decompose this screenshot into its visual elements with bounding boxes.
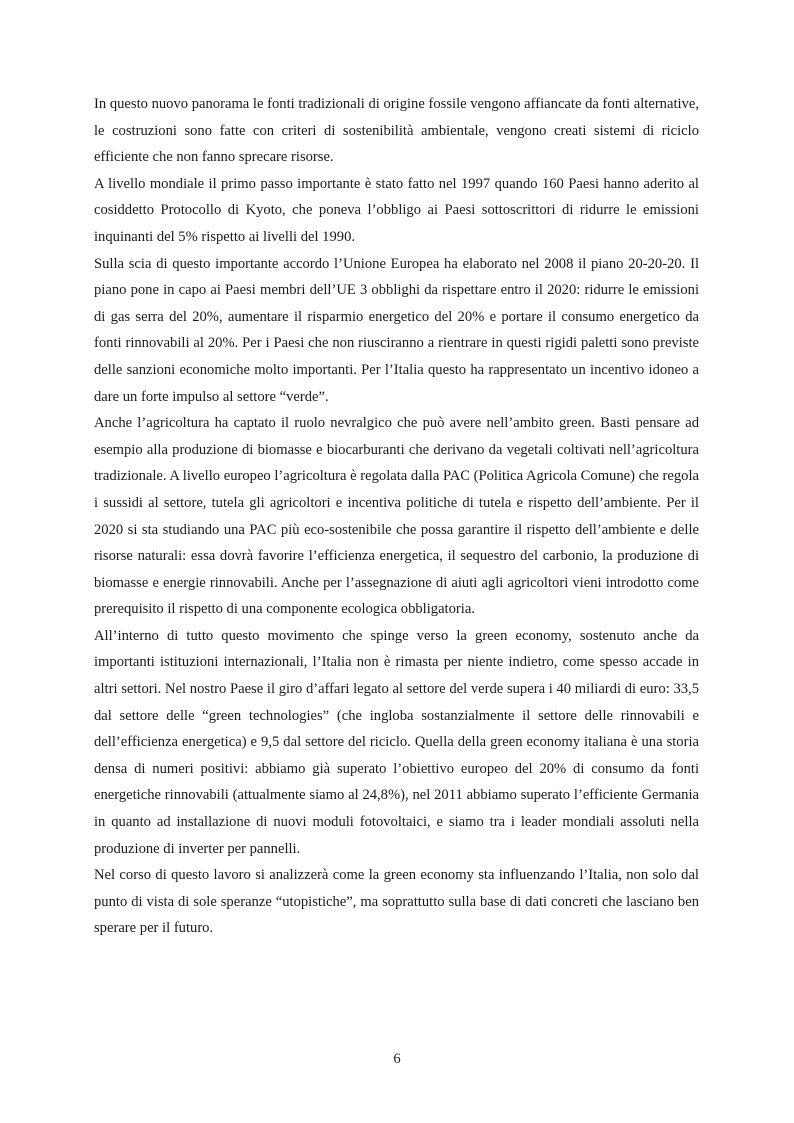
paragraph-2: A livello mondiale il primo passo importante è stato fatto nel 1997 quando 160 Paesi hanno aderito al cosiddetto Protocollo di Kyoto, che poneva l’obbligo ai Paesi sottoscrittori di ridurre le emissioni inquinanti del 5% rispetto ai livelli del 1990. (94, 175, 699, 245)
paragraph-6: Nel corso di questo lavoro si analizzerà come la green economy sta influenzando l’Italia, non solo dal punto di vista di sole speranze “utopistiche”, ma soprattutto sulla base di dati concreti che lasciano ben sperare per il futuro. (94, 867, 699, 937)
paragraph-5: All’interno di tutto questo movimento che spinge verso la green economy, sostenuto anche da importanti istituzioni internazionali, l’Italia non è rimasta per niente indietro, come spesso accade in altri settori. Nel nostro Paese il giro d’affari legato al settore del verde supera i 40 miliardi di euro: 33,5 dal settore delle “green technologies” (che ingloba sostanzialmente il settore delle rinnovabili e dell’efficienza energetica) e 9,5 dal settore del riciclo. Quella della green economy italiana è una storia densa di numeri positivi: abbiamo già superato l’obiettivo europeo del 20% di consumo da fonti energetiche rinnovabili (attualmente siamo al 24,8%), nel 2011 abbiamo superato l’efficiente Germania in quanto ad installazione di nuovi moduli fotovoltaici, e siamo tra i leader mondiali assoluti nella produzione di inverter per pannelli. (94, 627, 699, 857)
page-number: 6 (393, 1051, 401, 1067)
paragraph-1: In questo nuovo panorama le fonti tradizionali di origine fossile vengono affiancate da fonti alternative, le costruzioni sono fatte con criteri di sostenibilità ambientale, vengono creati sistemi di riciclo efficiente che non fanno sprecare risorse. (94, 96, 699, 166)
paragraph-4: Anche l’agricoltura ha captato il ruolo nevralgico che può avere nell’ambito green. Basti pensare ad esempio alla produzione di biomasse e biocarburanti che derivano da vegetali coltivati nell’agricoltura tradizionale. A livello europeo l’agricoltura è regolata dalla PAC (Politica Agricola Comune) che regola i sussidi al settore, tutela gli agricoltori e incentiva politiche di tutela e rispetto dell’ambiente. Per il 2020 si sta studiando una PAC più eco-sostenibile che possa garantire il rispetto dell’ambiente e delle risorse naturali: essa dovrà favorire l’efficienza energetica, il sequestro del carbonio, la produzione di biomasse e energie rinnovabili. Anche per l’assegnazione di aiuti agli agricoltori vieni introdotto come prerequisito il rispetto di una componente ecologica obbligatoria. (94, 415, 699, 618)
document-body (94, 91, 699, 942)
paragraph-3: Sulla scia di questo importante accordo l’Unione Europea ha elaborato nel 2008 il piano 20-20-20. Il piano pone in capo ai Paesi membri dell’UE 3 obblighi da rispettare entro il 2020: ridurre le emissioni di gas serra del 20%, aumentare il risparmio energetico del 20% e portare il consumo energetico da fonti rinnovabili al 20%. Per i Paesi che non riusciranno a rientrare in questi rigidi paletti sono previste delle sanzioni economiche molto importanti. Per l’Italia questo ha rappresentato un incentivo idoneo a dare un forte impulso al settore “verde”. (94, 255, 699, 405)
